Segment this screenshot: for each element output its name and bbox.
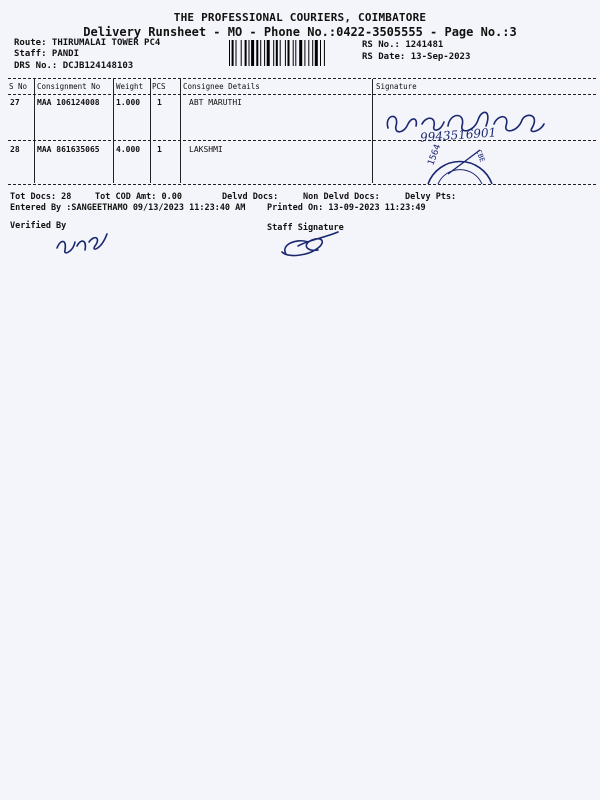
row-28-pcs: 1 bbox=[157, 145, 162, 154]
total-docs: Tot Docs: 28 bbox=[10, 192, 72, 202]
table-header-line bbox=[8, 94, 596, 95]
row-28-consignment: MAA 861635065 bbox=[37, 145, 100, 154]
col-header-signature: Signature bbox=[376, 82, 417, 91]
row-28-weight: 4.000 bbox=[116, 145, 141, 154]
drs-number: DRS No.: DCJB124148103 bbox=[14, 61, 134, 71]
col-header-consignment: Consignment No bbox=[37, 82, 101, 91]
staff-signature-scribble bbox=[278, 230, 348, 260]
column-divider bbox=[150, 79, 151, 183]
delivery-points: Delvy Pts: bbox=[405, 192, 457, 202]
row-27-sno: 27 bbox=[10, 98, 20, 107]
non-delivered-docs: Non Delvd Docs: bbox=[303, 192, 380, 202]
entered-by: Entered By :SANGEETHAMO 09/13/2023 11:23:40 AM bbox=[10, 203, 246, 213]
verified-by-label: Verified By bbox=[10, 221, 67, 231]
column-divider bbox=[372, 79, 373, 183]
handwritten-phone: 9943516901 bbox=[419, 125, 497, 145]
column-divider bbox=[34, 79, 35, 183]
col-header-pcs: PCS bbox=[152, 82, 166, 91]
table-top-line bbox=[8, 78, 596, 79]
company-title: THE PROFESSIONAL COURIERS, COIMBATORE bbox=[173, 11, 427, 24]
total-cod-amount: Tot COD Amt: 0.00 bbox=[95, 192, 182, 202]
col-header-sno: S No bbox=[9, 82, 28, 91]
verifier-signature-scribble bbox=[55, 228, 115, 258]
stamp-city: CBE bbox=[474, 148, 487, 164]
staff-info: Staff: PANDI bbox=[14, 49, 80, 59]
printed-on: Printed On: 13-09-2023 11:23:49 bbox=[267, 203, 426, 213]
column-divider bbox=[180, 79, 181, 183]
row-27-weight: 1.000 bbox=[116, 98, 141, 107]
route-info: Route: THIRUMALAI TOWER PC4 bbox=[14, 38, 161, 48]
row-27-pcs: 1 bbox=[157, 98, 162, 107]
barcode bbox=[229, 40, 356, 66]
delivered-docs: Delvd Docs: bbox=[222, 192, 279, 202]
table-bottom-line bbox=[8, 184, 596, 185]
rs-number: RS No.: 1241481 bbox=[362, 40, 444, 50]
row-28-consignee: LAKSHMI bbox=[189, 145, 223, 154]
row-27-consignment: MAA 106124008 bbox=[37, 98, 100, 107]
row-28-sno: 28 bbox=[10, 145, 20, 154]
runsheet-subtitle: Delivery Runsheet - MO - Phone No.:0422-3505555 - Page No.:3 bbox=[83, 25, 517, 39]
row-27-consignee: ABT MARUTHI bbox=[189, 98, 242, 107]
col-header-weight: Weight bbox=[116, 82, 144, 91]
column-divider bbox=[113, 79, 114, 183]
rs-date: RS Date: 13-Sep-2023 bbox=[362, 52, 471, 62]
staff-signature-label: Staff Signature bbox=[267, 223, 344, 233]
col-header-consignee: Consignee Details bbox=[183, 82, 260, 91]
stamp-number: 1564 bbox=[426, 143, 444, 167]
